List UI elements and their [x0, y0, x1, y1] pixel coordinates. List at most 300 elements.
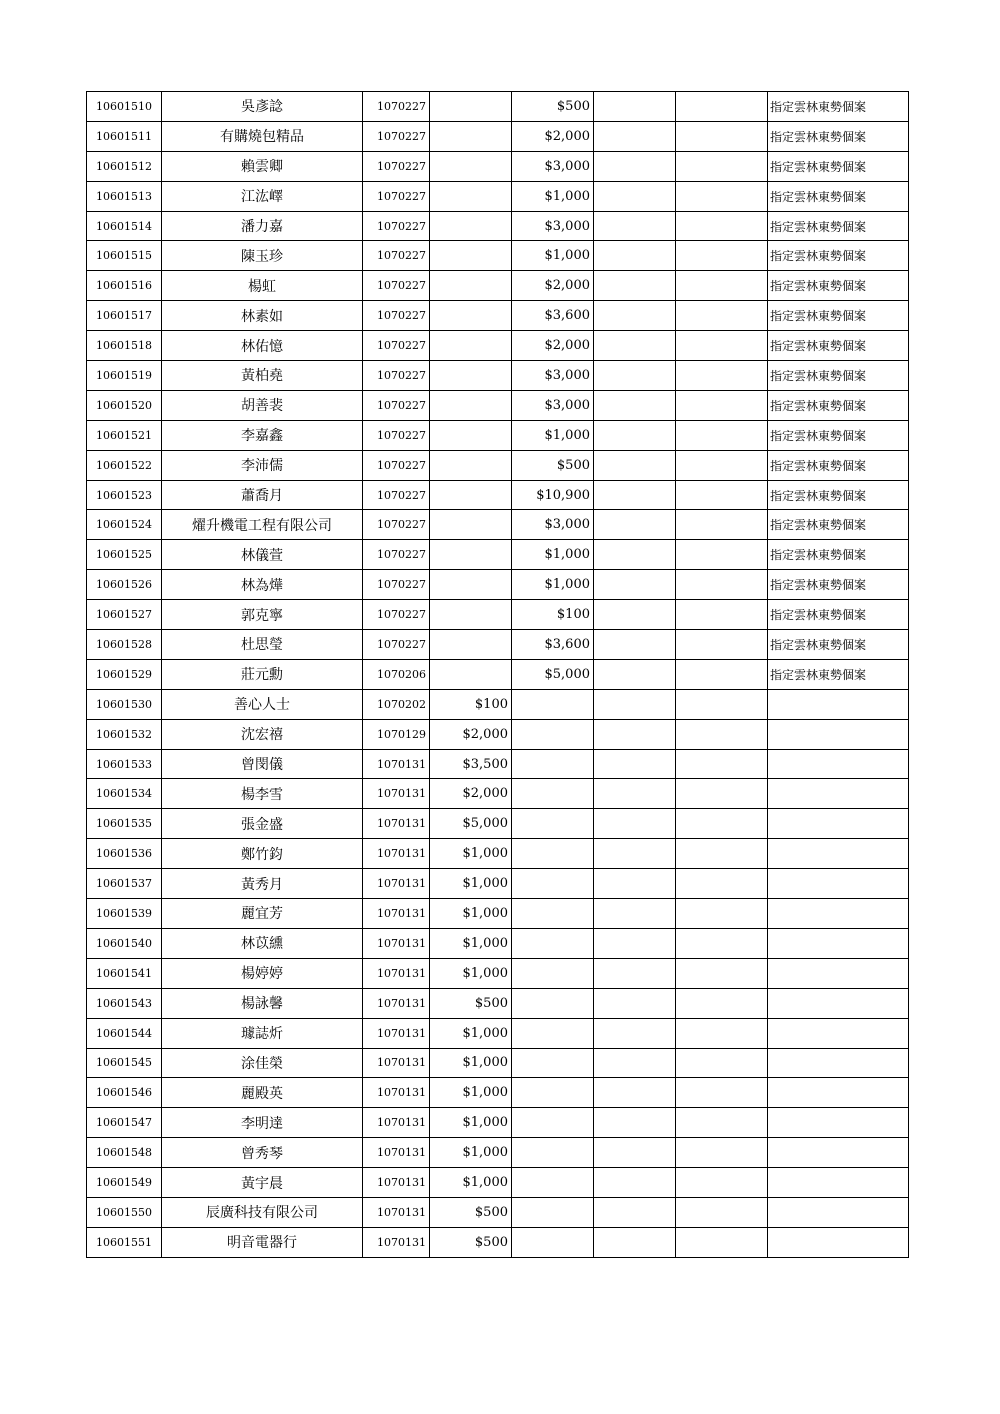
general-amount-cell: $2,000 — [430, 719, 512, 749]
designated-amount-cell — [512, 988, 594, 1018]
blank-cell — [676, 510, 768, 540]
table-row — [87, 241, 909, 271]
general-amount-cell — [430, 241, 512, 271]
blank-cell — [594, 151, 676, 181]
blank-cell — [676, 659, 768, 689]
receipt-number-cell: 10601530 — [87, 689, 162, 719]
general-amount-cell: $1,000 — [430, 869, 512, 899]
table-row — [87, 151, 909, 181]
remark-cell: 指定雲林東勢個案 — [768, 331, 909, 361]
donation-date-cell: 1070227 — [363, 361, 430, 391]
table-row — [87, 899, 909, 929]
designated-amount-cell: $100 — [512, 600, 594, 630]
designated-amount-cell — [512, 1078, 594, 1108]
remark-cell: 指定雲林東勢個案 — [768, 390, 909, 420]
table-row — [87, 1108, 909, 1138]
receipt-number-cell: 10601514 — [87, 211, 162, 241]
blank-cell — [594, 1078, 676, 1108]
designated-amount-cell: $10,900 — [512, 480, 594, 510]
receipt-number-cell: 10601540 — [87, 928, 162, 958]
table-row — [87, 749, 909, 779]
remark-cell: 指定雲林東勢個案 — [768, 630, 909, 660]
designated-amount-cell — [512, 809, 594, 839]
remark-cell: 指定雲林東勢個案 — [768, 450, 909, 480]
table-row — [87, 928, 909, 958]
remark-cell: 指定雲林東勢個案 — [768, 271, 909, 301]
donation-date-cell: 1070227 — [363, 570, 430, 600]
donation-date-cell: 1070227 — [363, 331, 430, 361]
receipt-number-cell: 10601516 — [87, 271, 162, 301]
table-row — [87, 659, 909, 689]
donation-date-cell: 1070227 — [363, 600, 430, 630]
table-row — [87, 779, 909, 809]
receipt-number-cell: 10601518 — [87, 331, 162, 361]
blank-cell — [594, 958, 676, 988]
table-row — [87, 420, 909, 450]
blank-cell — [676, 630, 768, 660]
blank-cell — [676, 869, 768, 899]
donation-date-cell: 1070202 — [363, 689, 430, 719]
receipt-number-cell: 10601551 — [87, 1227, 162, 1257]
blank-cell — [676, 361, 768, 391]
receipt-number-cell: 10601523 — [87, 480, 162, 510]
table-row — [87, 92, 909, 122]
blank-cell — [594, 510, 676, 540]
designated-amount-cell — [512, 1197, 594, 1227]
donation-date-cell: 1070131 — [363, 869, 430, 899]
blank-cell — [594, 450, 676, 480]
donor-name-cell: 楊詠馨 — [162, 988, 363, 1018]
donation-date-cell: 1070227 — [363, 181, 430, 211]
donor-name-cell: 麗宜芳 — [162, 899, 363, 929]
receipt-number-cell: 10601543 — [87, 988, 162, 1018]
donor-name-cell: 林素如 — [162, 301, 363, 331]
general-amount-cell — [430, 271, 512, 301]
donor-name-cell: 黃柏堯 — [162, 361, 363, 391]
blank-cell — [676, 570, 768, 600]
donor-name-cell: 潘力嘉 — [162, 211, 363, 241]
donor-name-cell: 善心人士 — [162, 689, 363, 719]
general-amount-cell — [430, 630, 512, 660]
blank-cell — [594, 570, 676, 600]
blank-cell — [594, 659, 676, 689]
donor-name-cell: 張金盛 — [162, 809, 363, 839]
donor-name-cell: 沈宏禧 — [162, 719, 363, 749]
table-row — [87, 1168, 909, 1198]
table-row — [87, 181, 909, 211]
general-amount-cell: $5,000 — [430, 809, 512, 839]
blank-cell — [594, 241, 676, 271]
general-amount-cell: $1,000 — [430, 1078, 512, 1108]
remark-cell — [768, 1048, 909, 1078]
blank-cell — [594, 1227, 676, 1257]
designated-amount-cell: $3,600 — [512, 301, 594, 331]
blank-cell — [676, 331, 768, 361]
donation-date-cell: 1070131 — [363, 779, 430, 809]
general-amount-cell — [430, 361, 512, 391]
remark-cell: 指定雲林東勢個案 — [768, 301, 909, 331]
general-amount-cell — [430, 600, 512, 630]
blank-cell — [676, 839, 768, 869]
designated-amount-cell — [512, 719, 594, 749]
table-row — [87, 1048, 909, 1078]
blank-cell — [676, 1197, 768, 1227]
donation-date-cell: 1070131 — [363, 1048, 430, 1078]
donation-date-cell: 1070131 — [363, 1108, 430, 1138]
donation-date-cell: 1070131 — [363, 1227, 430, 1257]
receipt-number-cell: 10601541 — [87, 958, 162, 988]
general-amount-cell: $3,500 — [430, 749, 512, 779]
remark-cell — [768, 779, 909, 809]
donation-date-cell: 1070227 — [363, 450, 430, 480]
designated-amount-cell: $1,000 — [512, 181, 594, 211]
blank-cell — [594, 839, 676, 869]
donation-date-cell: 1070206 — [363, 659, 430, 689]
blank-cell — [676, 1227, 768, 1257]
table-row — [87, 331, 909, 361]
remark-cell — [768, 928, 909, 958]
blank-cell — [594, 689, 676, 719]
receipt-number-cell: 10601549 — [87, 1168, 162, 1198]
blank-cell — [594, 630, 676, 660]
blank-cell — [594, 271, 676, 301]
donor-name-cell: 鄭竹鈞 — [162, 839, 363, 869]
donor-name-cell: 杜思瑩 — [162, 630, 363, 660]
designated-amount-cell — [512, 958, 594, 988]
blank-cell — [676, 779, 768, 809]
general-amount-cell — [430, 390, 512, 420]
designated-amount-cell: $500 — [512, 92, 594, 122]
receipt-number-cell: 10601512 — [87, 151, 162, 181]
remark-cell: 指定雲林東勢個案 — [768, 480, 909, 510]
designated-amount-cell: $1,000 — [512, 241, 594, 271]
donor-name-cell: 江汯嶧 — [162, 181, 363, 211]
general-amount-cell — [430, 480, 512, 510]
designated-amount-cell: $3,000 — [512, 211, 594, 241]
designated-amount-cell — [512, 839, 594, 869]
remark-cell: 指定雲林東勢個案 — [768, 420, 909, 450]
donation-date-cell: 1070131 — [363, 749, 430, 779]
blank-cell — [594, 928, 676, 958]
donor-name-cell: 有購燒包精品 — [162, 121, 363, 151]
blank-cell — [594, 869, 676, 899]
receipt-number-cell: 10601526 — [87, 570, 162, 600]
table-row — [87, 719, 909, 749]
donor-name-cell: 賴雲卿 — [162, 151, 363, 181]
blank-cell — [676, 151, 768, 181]
blank-cell — [676, 301, 768, 331]
blank-cell — [594, 809, 676, 839]
donor-name-cell: 楊婷婷 — [162, 958, 363, 988]
remark-cell — [768, 899, 909, 929]
donor-name-cell: 璩誌炘 — [162, 1018, 363, 1048]
receipt-number-cell: 10601511 — [87, 121, 162, 151]
table-row — [87, 211, 909, 241]
donation-date-cell: 1070227 — [363, 540, 430, 570]
donor-name-cell: 楊李雪 — [162, 779, 363, 809]
donation-date-cell: 1070227 — [363, 301, 430, 331]
blank-cell — [676, 689, 768, 719]
table-row — [87, 958, 909, 988]
blank-cell — [594, 480, 676, 510]
donation-date-cell: 1070131 — [363, 899, 430, 929]
blank-cell — [676, 540, 768, 570]
remark-cell — [768, 1138, 909, 1168]
general-amount-cell: $2,000 — [430, 779, 512, 809]
table-row — [87, 630, 909, 660]
receipt-number-cell: 10601550 — [87, 1197, 162, 1227]
receipt-number-cell: 10601546 — [87, 1078, 162, 1108]
designated-amount-cell — [512, 1138, 594, 1168]
receipt-number-cell: 10601522 — [87, 450, 162, 480]
donor-name-cell: 明音電器行 — [162, 1227, 363, 1257]
donor-name-cell: 胡善裴 — [162, 390, 363, 420]
designated-amount-cell — [512, 1168, 594, 1198]
donation-date-cell: 1070227 — [363, 510, 430, 540]
general-amount-cell — [430, 570, 512, 600]
blank-cell — [594, 719, 676, 749]
remark-cell — [768, 749, 909, 779]
general-amount-cell — [430, 510, 512, 540]
donation-date-cell: 1070131 — [363, 1138, 430, 1168]
general-amount-cell — [430, 181, 512, 211]
receipt-number-cell: 10601525 — [87, 540, 162, 570]
donor-name-cell: 林儀萱 — [162, 540, 363, 570]
remark-cell — [768, 1108, 909, 1138]
receipt-number-cell: 10601547 — [87, 1108, 162, 1138]
general-amount-cell: $100 — [430, 689, 512, 719]
receipt-number-cell: 10601527 — [87, 600, 162, 630]
receipt-number-cell: 10601536 — [87, 839, 162, 869]
designated-amount-cell: $3,000 — [512, 151, 594, 181]
blank-cell — [676, 241, 768, 271]
blank-cell — [594, 1108, 676, 1138]
donation-date-cell: 1070227 — [363, 92, 430, 122]
table-row — [87, 540, 909, 570]
donation-date-cell: 1070227 — [363, 480, 430, 510]
blank-cell — [594, 1138, 676, 1168]
table-row — [87, 361, 909, 391]
blank-cell — [594, 779, 676, 809]
donation-date-cell: 1070131 — [363, 928, 430, 958]
blank-cell — [676, 181, 768, 211]
receipt-number-cell: 10601539 — [87, 899, 162, 929]
remark-cell: 指定雲林東勢個案 — [768, 659, 909, 689]
blank-cell — [676, 92, 768, 122]
blank-cell — [676, 1018, 768, 1048]
designated-amount-cell: $2,000 — [512, 121, 594, 151]
blank-cell — [676, 271, 768, 301]
blank-cell — [676, 928, 768, 958]
general-amount-cell: $500 — [430, 988, 512, 1018]
donation-ledger-table — [86, 91, 909, 1258]
receipt-number-cell: 10601520 — [87, 390, 162, 420]
general-amount-cell: $500 — [430, 1197, 512, 1227]
donor-name-cell: 林苡纁 — [162, 928, 363, 958]
table-row — [87, 570, 909, 600]
blank-cell — [594, 211, 676, 241]
receipt-number-cell: 10601529 — [87, 659, 162, 689]
blank-cell — [594, 1048, 676, 1078]
donation-date-cell: 1070227 — [363, 630, 430, 660]
general-amount-cell: $1,000 — [430, 839, 512, 869]
donor-name-cell: 黃宇晨 — [162, 1168, 363, 1198]
donation-date-cell: 1070131 — [363, 1197, 430, 1227]
general-amount-cell: $1,000 — [430, 1018, 512, 1048]
donation-date-cell: 1070227 — [363, 121, 430, 151]
blank-cell — [594, 121, 676, 151]
table-row — [87, 1227, 909, 1257]
donor-name-cell: 黃秀月 — [162, 869, 363, 899]
table-row — [87, 869, 909, 899]
blank-cell — [676, 211, 768, 241]
donation-date-cell: 1070131 — [363, 958, 430, 988]
blank-cell — [594, 1168, 676, 1198]
receipt-number-cell: 10601535 — [87, 809, 162, 839]
donor-name-cell: 陳玉珍 — [162, 241, 363, 271]
blank-cell — [676, 1078, 768, 1108]
blank-cell — [676, 450, 768, 480]
remark-cell: 指定雲林東勢個案 — [768, 121, 909, 151]
general-amount-cell: $1,000 — [430, 899, 512, 929]
general-amount-cell: $500 — [430, 1227, 512, 1257]
donor-name-cell: 蕭喬月 — [162, 480, 363, 510]
designated-amount-cell: $2,000 — [512, 271, 594, 301]
table-row — [87, 988, 909, 1018]
donor-name-cell: 麗殿英 — [162, 1078, 363, 1108]
blank-cell — [594, 390, 676, 420]
blank-cell — [676, 1048, 768, 1078]
general-amount-cell — [430, 331, 512, 361]
table-row — [87, 809, 909, 839]
table-row — [87, 1018, 909, 1048]
blank-cell — [594, 92, 676, 122]
receipt-number-cell: 10601533 — [87, 749, 162, 779]
remark-cell — [768, 1197, 909, 1227]
donation-date-cell: 1070227 — [363, 271, 430, 301]
table-row — [87, 600, 909, 630]
donation-date-cell: 1070227 — [363, 420, 430, 450]
designated-amount-cell: $3,000 — [512, 510, 594, 540]
designated-amount-cell — [512, 1048, 594, 1078]
blank-cell — [676, 749, 768, 779]
table-row — [87, 1138, 909, 1168]
table-row — [87, 121, 909, 151]
donor-name-cell: 莊元勳 — [162, 659, 363, 689]
receipt-number-cell: 10601524 — [87, 510, 162, 540]
designated-amount-cell — [512, 928, 594, 958]
table-row — [87, 1078, 909, 1108]
designated-amount-cell: $2,000 — [512, 331, 594, 361]
blank-cell — [676, 899, 768, 929]
donation-date-cell: 1070131 — [363, 1078, 430, 1108]
receipt-number-cell: 10601545 — [87, 1048, 162, 1078]
receipt-number-cell: 10601544 — [87, 1018, 162, 1048]
receipt-number-cell: 10601528 — [87, 630, 162, 660]
donor-name-cell: 李沛儒 — [162, 450, 363, 480]
remark-cell: 指定雲林東勢個案 — [768, 361, 909, 391]
general-amount-cell — [430, 211, 512, 241]
general-amount-cell — [430, 450, 512, 480]
receipt-number-cell: 10601513 — [87, 181, 162, 211]
designated-amount-cell: $500 — [512, 450, 594, 480]
remark-cell — [768, 1227, 909, 1257]
receipt-number-cell: 10601537 — [87, 869, 162, 899]
remark-cell: 指定雲林東勢個案 — [768, 600, 909, 630]
blank-cell — [676, 480, 768, 510]
general-amount-cell — [430, 659, 512, 689]
blank-cell — [676, 719, 768, 749]
donation-date-cell: 1070227 — [363, 241, 430, 271]
general-amount-cell — [430, 121, 512, 151]
donor-name-cell: 李嘉鑫 — [162, 420, 363, 450]
blank-cell — [676, 1108, 768, 1138]
donor-name-cell: 林為燁 — [162, 570, 363, 600]
table-row — [87, 839, 909, 869]
remark-cell: 指定雲林東勢個案 — [768, 151, 909, 181]
designated-amount-cell: $1,000 — [512, 420, 594, 450]
blank-cell — [676, 1138, 768, 1168]
general-amount-cell: $1,000 — [430, 958, 512, 988]
blank-cell — [676, 390, 768, 420]
donation-date-cell: 1070131 — [363, 988, 430, 1018]
blank-cell — [594, 600, 676, 630]
table-row — [87, 510, 909, 540]
donor-name-cell: 郭克寧 — [162, 600, 363, 630]
blank-cell — [594, 1197, 676, 1227]
donation-date-cell: 1070131 — [363, 809, 430, 839]
donation-date-cell: 1070131 — [363, 839, 430, 869]
remark-cell — [768, 1168, 909, 1198]
general-amount-cell: $1,000 — [430, 928, 512, 958]
remark-cell — [768, 809, 909, 839]
blank-cell — [594, 1018, 676, 1048]
donation-date-cell: 1070227 — [363, 211, 430, 241]
receipt-number-cell: 10601510 — [87, 92, 162, 122]
blank-cell — [676, 958, 768, 988]
general-amount-cell — [430, 92, 512, 122]
receipt-number-cell: 10601515 — [87, 241, 162, 271]
donation-date-cell: 1070131 — [363, 1168, 430, 1198]
blank-cell — [676, 600, 768, 630]
blank-cell — [594, 988, 676, 1018]
general-amount-cell: $1,000 — [430, 1048, 512, 1078]
donation-date-cell: 1070129 — [363, 719, 430, 749]
designated-amount-cell — [512, 1018, 594, 1048]
blank-cell — [594, 361, 676, 391]
remark-cell — [768, 1078, 909, 1108]
table-row — [87, 689, 909, 719]
remark-cell — [768, 988, 909, 1018]
blank-cell — [594, 181, 676, 211]
donor-name-cell: 曾閔儀 — [162, 749, 363, 779]
receipt-number-cell: 10601532 — [87, 719, 162, 749]
blank-cell — [676, 988, 768, 1018]
general-amount-cell — [430, 301, 512, 331]
receipt-number-cell: 10601517 — [87, 301, 162, 331]
remark-cell: 指定雲林東勢個案 — [768, 540, 909, 570]
blank-cell — [676, 420, 768, 450]
general-amount-cell: $1,000 — [430, 1168, 512, 1198]
remark-cell: 指定雲林東勢個案 — [768, 570, 909, 600]
remark-cell — [768, 869, 909, 899]
receipt-number-cell: 10601548 — [87, 1138, 162, 1168]
donation-date-cell: 1070131 — [363, 1018, 430, 1048]
blank-cell — [594, 899, 676, 929]
designated-amount-cell — [512, 869, 594, 899]
donor-name-cell: 吳彥諗 — [162, 92, 363, 122]
donor-name-cell: 曾秀琴 — [162, 1138, 363, 1168]
